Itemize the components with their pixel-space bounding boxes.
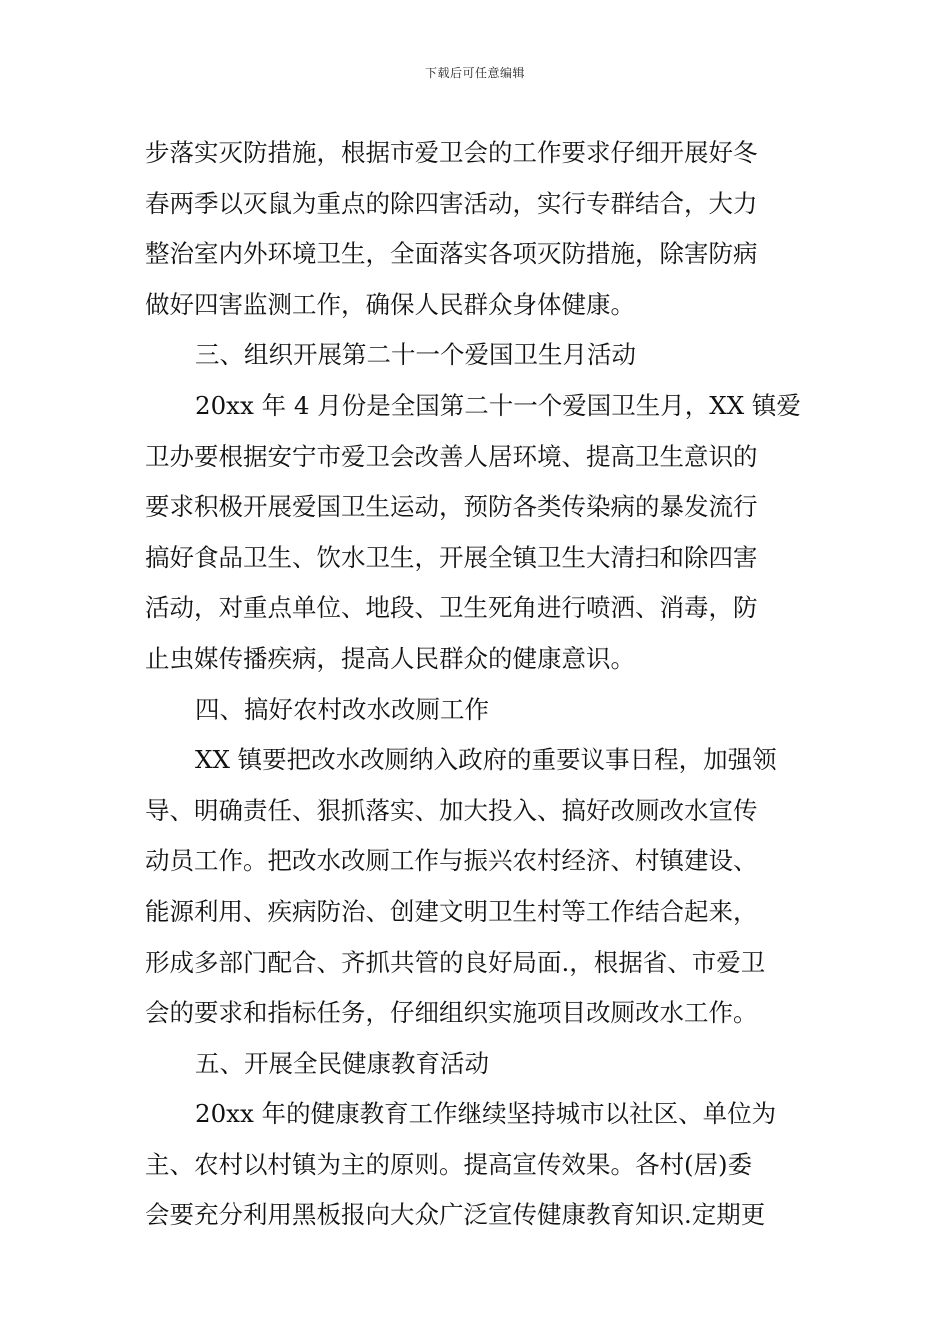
text-line: 主、农村以村镇为主的原则。提高宣传效果。各村(居)委 xyxy=(145,1149,753,1179)
section-heading: 三、组织开展第二十一个爱国卫生月活动 xyxy=(195,340,636,370)
text-line: 导、明确责任、狠抓落实、加大投入、搞好改厕改水宣传 xyxy=(145,795,758,825)
text-line: 整治室内外环境卫生，全面落实各项灭防措施，除害防病 xyxy=(145,239,758,269)
document-body xyxy=(145,128,810,1241)
text-line: 20xx 年 4 月份是全国第二十一个爱国卫生月，XX 镇爱 xyxy=(195,390,801,420)
text-line: 会的要求和指标任务，仔细组织实施项目改厕改水工作。 xyxy=(145,998,758,1028)
page-header: 下载后可任意编辑 xyxy=(424,66,525,80)
text-line: 能源利用、疾病防治、创建文明卫生村等工作结合起来， xyxy=(145,896,758,926)
text-line: 动员工作。把改水改厕工作与振兴农村经济、村镇建设、 xyxy=(145,846,758,876)
text-line: 搞好食品卫生、饮水卫生，开展全镇卫生大清扫和除四害 xyxy=(145,542,758,572)
text-line: 形成多部门配合、齐抓共管的良好局面.，根据省、市爱卫 xyxy=(145,947,766,977)
text-line: 春两季以灭鼠为重点的除四害活动，实行专群结合，大力 xyxy=(145,188,758,218)
text-line: 做好四害监测工作，确保人民群众身体健康。 xyxy=(145,289,635,319)
text-line: 卫办要根据安宁市爱卫会改善人居环境、提高卫生意识的 xyxy=(145,441,758,471)
text-line: XX 镇要把改水改厕纳入政府的重要议事日程，加强领 xyxy=(195,745,777,775)
text-line: 20xx 年的健康教育工作继续坚持城市以社区、单位为 xyxy=(195,1099,777,1129)
text-line: 活动，对重点单位、地段、卫生死角进行喷洒、消毒，防 xyxy=(145,593,758,623)
text-line: 要求积极开展爱国卫生运动，预防各类传染病的暴发流行 xyxy=(145,492,758,522)
text-line: 会要充分利用黑板报向大众广泛宣传健康教育知识.定期更 xyxy=(145,1200,766,1230)
section-heading: 四、搞好农村改水改厕工作 xyxy=(195,694,489,724)
text-line: 步落实灭防措施，根据市爱卫会的工作要求仔细开展好冬 xyxy=(145,138,758,167)
section-heading: 五、开展全民健康教育活动 xyxy=(195,1048,489,1078)
text-line: 止虫媒传播疾病，提高人民群众的健康意识。 xyxy=(145,643,635,673)
